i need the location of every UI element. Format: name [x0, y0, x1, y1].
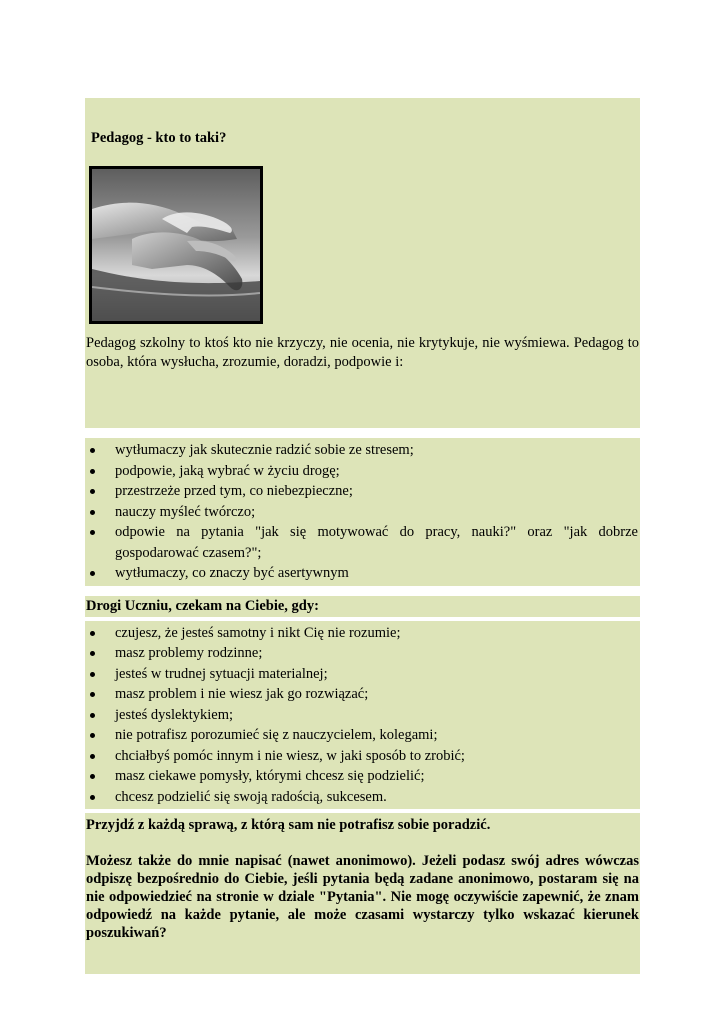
list-item: wytłumaczy jak skutecznie radzić sobie ze stresem; — [115, 440, 638, 461]
list-item: nauczy myśleć twórczo; — [115, 502, 638, 523]
waiting-heading-section — [85, 596, 640, 617]
list-item: wytłumaczy, co znaczy być asertywnym — [115, 563, 638, 584]
hands-photo-icon — [89, 166, 263, 324]
list-item: masz problem i nie wiesz jak go rozwiązać; — [115, 684, 638, 705]
list-item: masz ciekawe pomysły, którymi chcesz się podzielić; — [115, 766, 638, 787]
document-page — [85, 98, 640, 974]
list-item: chcesz podzielić się swoją radością, sukcesem. — [115, 787, 638, 808]
come-line: Przyjdź z każdą sprawą, z którą sam nie potrafisz sobie poradzić. — [86, 817, 491, 833]
waiting-heading: Drogi Uczniu, czekam na Ciebie, gdy: — [86, 597, 319, 614]
page-title: Pedagog - kto to taki? — [91, 130, 227, 146]
waiting-list — [85, 621, 640, 810]
list-item: podpowie, jaką wybrać w życiu drogę; — [115, 461, 638, 482]
closing-paragraph: Możesz także do mnie napisać (nawet anonimowo). Jeżeli podasz swój adres wówczas odpiszę bezpośrednio do Ciebie, jeśli pytania będą zadane anonimowo, postaram się na nie odpowiedzieć na stronie w dziale "Pytania". Nie mogę oczywiście zapewnić, że znam odpowiedź na każde pytanie, ale może czasami wystarczy tylko wskazać kierunek poszukiwań? — [86, 853, 639, 941]
intro-paragraph: Pedagog szkolny to ktoś kto nie krzyczy, nie ocenia, nie krytykuje, nie wyśmiewa. Pedagog to osoba, która wysłucha, zrozumie, doradzi, podpowie i: — [86, 335, 639, 370]
list-item: masz problemy rodzinne; — [115, 643, 638, 664]
list-item: przestrzeże przed tym, co niebezpieczne; — [115, 481, 638, 502]
helps-list — [85, 438, 640, 586]
waiting-section — [85, 621, 640, 810]
closing-section — [85, 813, 640, 974]
intro-section — [85, 98, 640, 428]
helps-section — [85, 438, 640, 586]
list-item: czujesz, że jesteś samotny i nikt Cię nie rozumie; — [115, 623, 638, 644]
list-item: nie potrafisz porozumieć się z nauczycielem, kolegami; — [115, 725, 638, 746]
list-item: jesteś w trudnej sytuacji materialnej; — [115, 664, 638, 685]
list-item: jesteś dyslektykiem; — [115, 705, 638, 726]
list-item: odpowie na pytania "jak się motywować do pracy, nauki?" oraz "jak dobrze gospodarować czasem?"; — [115, 522, 638, 563]
list-item: chciałbyś pomóc innym i nie wiesz, w jaki sposób to zrobić; — [115, 746, 638, 767]
